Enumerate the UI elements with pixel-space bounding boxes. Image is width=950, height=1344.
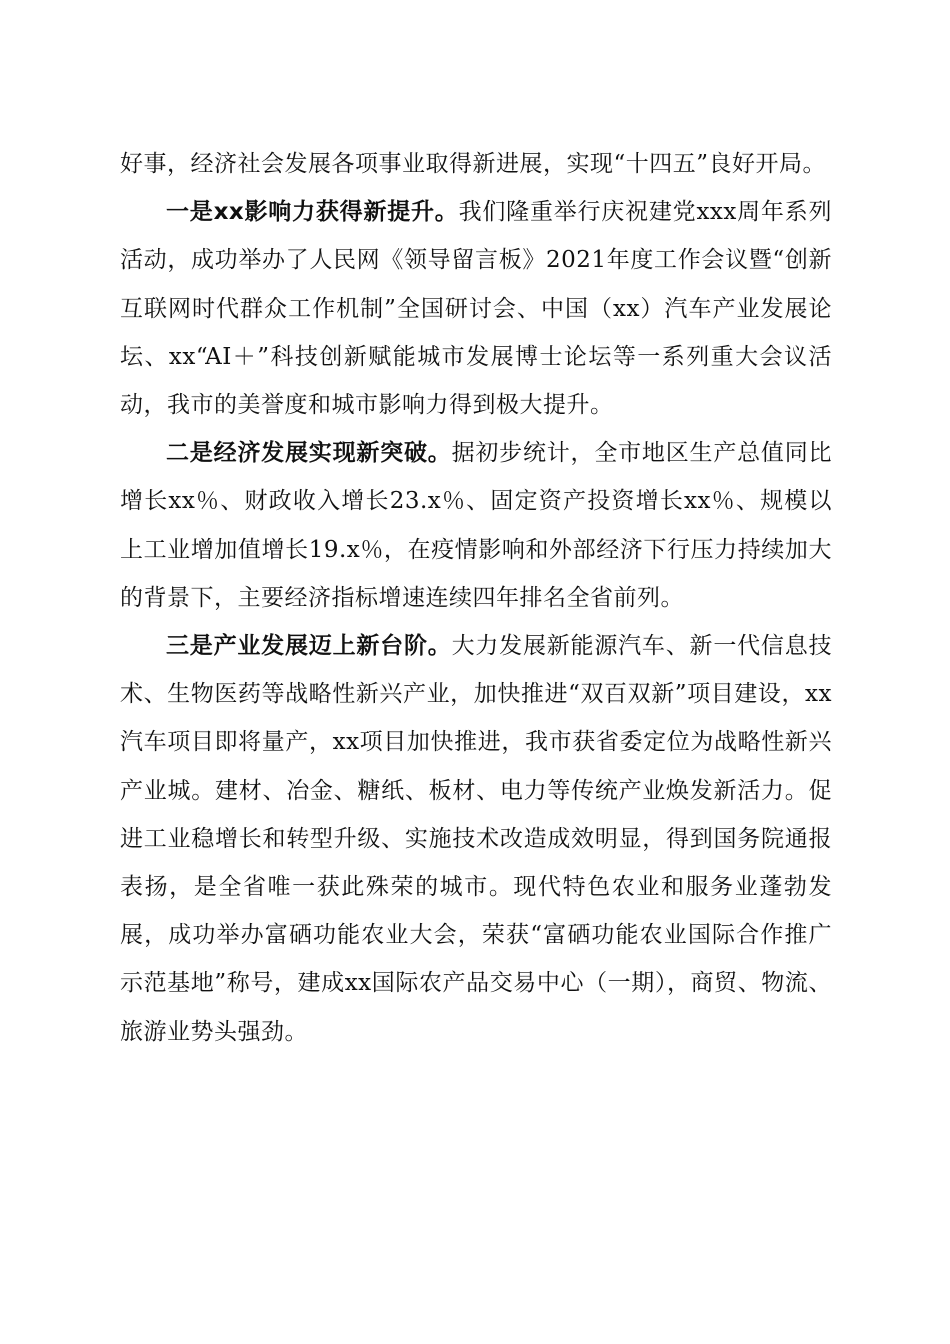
paragraph-point-one — [120, 188, 832, 429]
document-body — [120, 140, 832, 1056]
paragraph-lead: 一是xx影响力获得新提升。 — [166, 199, 459, 226]
paragraph-intro-continuation — [120, 140, 832, 188]
paragraph-text: 据初步统计，全市地区生产总值同比增长xx％、财政收入增长23.x％、固定资产投资增长xx％、规模以上工业增加值增长19.x％，在疫情影响和外部经济下行压力持续加大的背景下，主要经济指标增速连续四年排名全省前列。 — [120, 440, 833, 611]
paragraph-point-two — [120, 429, 832, 622]
paragraph-text: 我们隆重举行庆祝建党xxx周年系列活动，成功举办了人民网《领导留言板》2021年度工作会议暨“创新互联网时代群众工作机制”全国研讨会、中国（xx）汽车产业发展论坛、xx“AI＋”科技创新赋能城市发展博士论坛等一系列重大会议活动，我市的美誉度和城市影响力得到极大提升。 — [120, 199, 832, 419]
paragraph-point-three — [120, 622, 832, 1056]
paragraph-lead: 三是产业发展迈上新台阶。 — [166, 633, 452, 660]
paragraph-lead: 二是经济发展实现新突破。 — [166, 440, 452, 467]
paragraph-text: 大力发展新能源汽车、新一代信息技术、生物医药等战略性新兴产业，加快推进“双百双新”项目建设，xx汽车项目即将量产，xx项目加快推进，我市获省委定位为战略性新兴产业城。建材、冶金、糖纸、板材、电力等传统产业焕发新活力。促进工业稳增长和转型升级、实施技术改造成效明显，得到国务院通报表扬，是全省唯一获此殊荣的城市。现代特色农业和服务业蓬勃发展，成功举办富硒功能农业大会，荣获“富硒功能农业国际合作推广示范基地”称号，建成xx国际农产品交易中心（一期），商贸、物流、旅游业势头强劲。 — [120, 633, 833, 1045]
paragraph-text: 好事，经济社会发展各项事业取得新进展，实现“十四五”良好开局。 — [120, 151, 827, 177]
